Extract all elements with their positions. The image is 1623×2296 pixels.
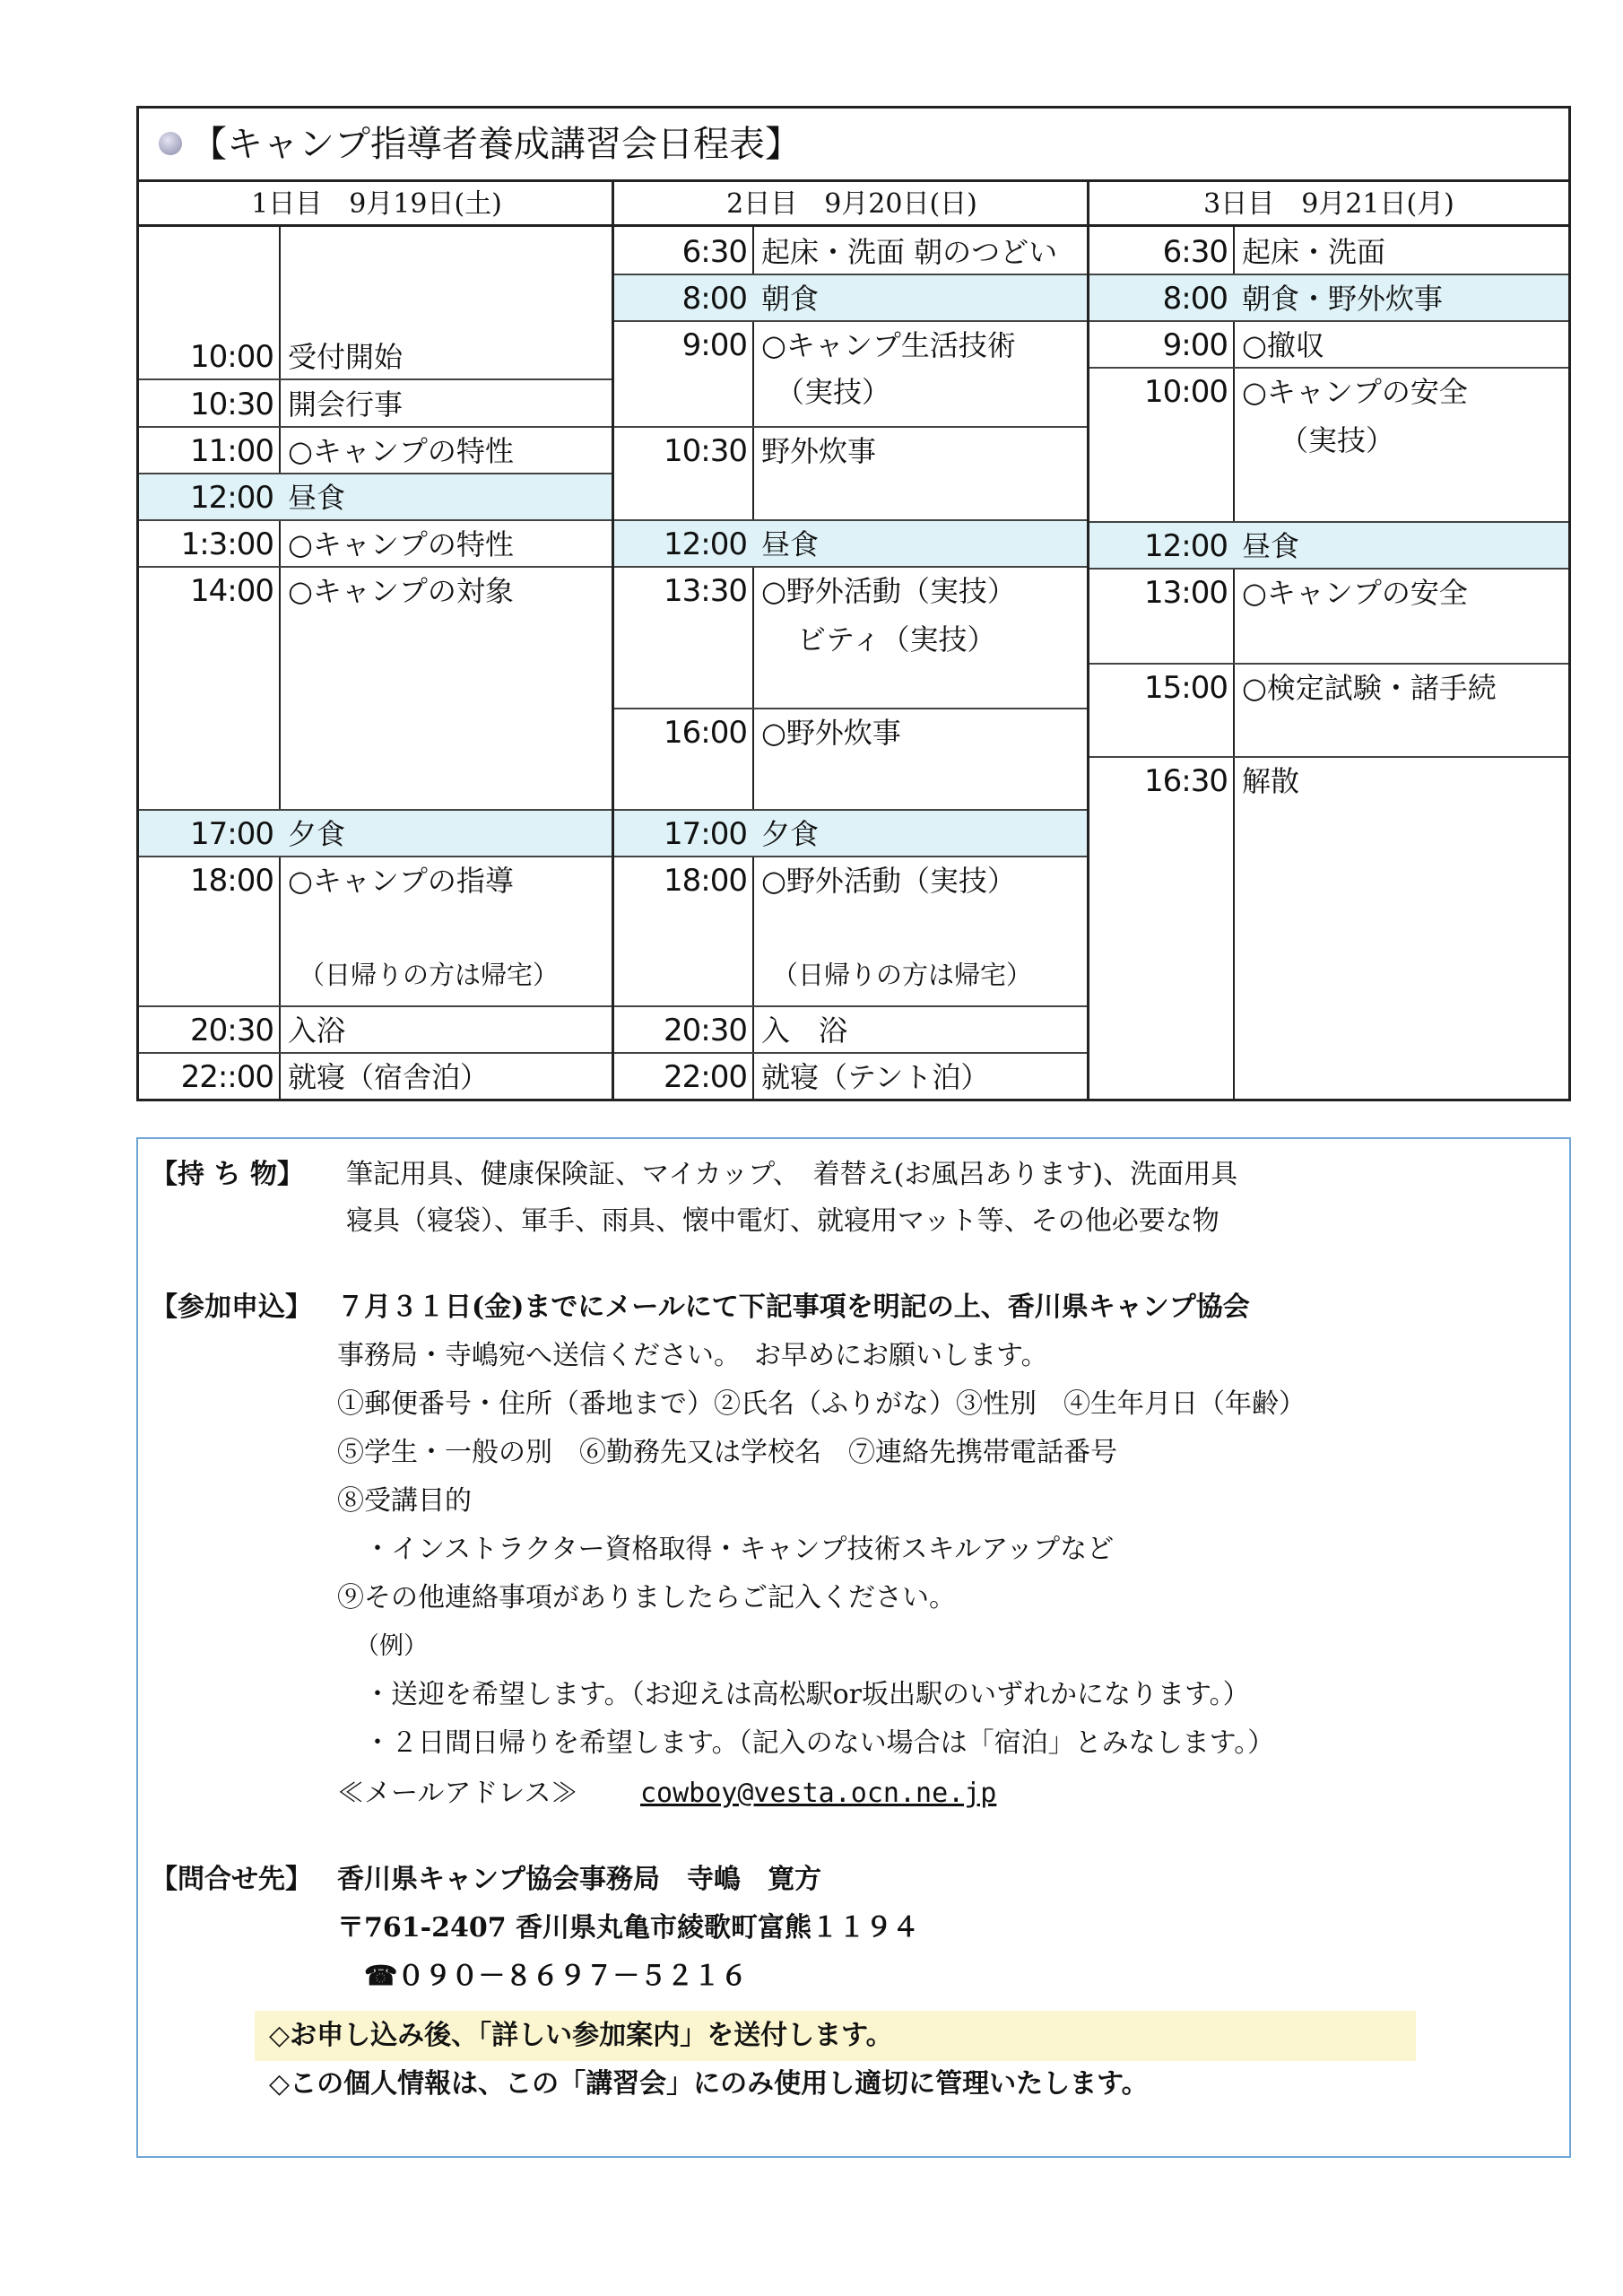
day1-time-1400: 14:00: [190, 573, 273, 609]
day2-time-0630: 6:30: [681, 234, 747, 270]
day2-time-1200: 12:00: [664, 526, 747, 562]
contact-label: 【問合せ先】: [151, 1864, 312, 1895]
day1-event-lunch: 昼食: [288, 481, 346, 515]
schedule-title-bar: [139, 109, 1568, 182]
day2-time-1600: 16:00: [664, 715, 747, 751]
apply-line-6: ・インストラクター資格取得・キャンプ技術スキルアップなど: [364, 1534, 1115, 1565]
day1-time-2030: 20:30: [190, 1013, 273, 1048]
day3-time-0800: 8:00: [1162, 281, 1228, 317]
day3-time-0900: 9:00: [1162, 327, 1228, 363]
day2-time-1700: 17:00: [664, 816, 747, 852]
day3-time-1500: 15:00: [1144, 670, 1228, 706]
day1-time-1000: 10:00: [190, 339, 273, 375]
apply-line-2: 事務局・寺嶋宛へ送信ください。 お早めにお願いします。: [337, 1340, 1048, 1371]
note-1: ◇お申し込み後、「詳しい参加案内」を送付します。: [269, 2020, 893, 2051]
day1-note-daytrip: （日帰りの方は帰宅）: [299, 960, 560, 990]
apply-line-9: ・送迎を希望します。（お迎えは高松駅or坂出駅のいずれかになります。）: [364, 1679, 1250, 1710]
day1-event-reception: 受付開始: [288, 340, 404, 374]
info-box: [136, 1137, 1571, 2158]
day2-event-wakeup: 起床・洗面 朝のつどい: [761, 235, 1058, 269]
day3-time-1630: 16:30: [1144, 763, 1228, 799]
contact-line-2: 〒761-2407 香川県丸亀市綾歌町富熊１１９４: [337, 1912, 920, 1944]
day2-event-dinner: 夕食: [761, 817, 820, 851]
day1-event-opening: 開会行事: [288, 387, 404, 422]
day2-event-outdoor-activity-2: ○野外活動（実技）: [761, 864, 1016, 898]
day1-event-sleep: 就寝（宿舎泊）: [288, 1060, 490, 1094]
day1-time-2200: 22::00: [180, 1059, 273, 1095]
day2-time-2200: 22:00: [664, 1059, 747, 1095]
day3-column: [1089, 182, 1568, 1099]
contact-line-1: 香川県キャンプ協会事務局 寺嶋 寛方: [337, 1864, 821, 1895]
apply-line-3: ①郵便番号・住所（番地まで）②氏名（ふりがな）③性別 ④生年月日（年齢）: [337, 1388, 1306, 1420]
apply-line-7: ⑨その他連絡事項がありましたらご記入ください。: [337, 1582, 956, 1613]
day2-time-1800: 18:00: [664, 863, 747, 899]
day3-time-1000: 10:00: [1144, 374, 1228, 410]
day1-time-1030: 10:30: [190, 387, 273, 422]
day2-column: [614, 182, 1089, 1099]
day1-time-1100: 11:00: [190, 433, 273, 469]
mail-link[interactable]: cowboy@vesta.ocn.ne.jp: [640, 1778, 997, 1809]
schedule-table: [136, 106, 1571, 1101]
day1-event-dinner: 夕食: [288, 817, 346, 851]
day2-event-practice: （実技）: [776, 375, 891, 409]
day2-event-outdoor-cooking: 野外炊事: [761, 434, 877, 468]
day2-time-0800: 8:00: [681, 281, 747, 317]
day2-event-lunch: 昼食: [761, 527, 820, 561]
day1-time-1200: 12:00: [190, 480, 273, 516]
day1-event-camp-instruction: ○キャンプの指導: [288, 864, 514, 898]
mail-label: ≪メールアドレス≫: [337, 1778, 578, 1809]
schedule-title: 【キャンプ指導者養成講習会日程表】: [191, 124, 801, 165]
day3-event-camp-safety: ○キャンプの安全: [1242, 375, 1468, 409]
day3-time-1300: 13:00: [1144, 575, 1228, 611]
day1-event-camp-features: ○キャンプの特性: [288, 434, 514, 468]
day1-time-1800: 18:00: [190, 863, 273, 899]
day2-event-camp-skills: ○キャンプ生活技術: [761, 328, 1016, 362]
day1-event-bath: 入浴: [288, 1013, 346, 1048]
day3-event-camp-safety-2: ○キャンプの安全: [1242, 576, 1468, 610]
day1-event-camp-features-2: ○キャンプの特性: [288, 527, 514, 561]
day2-time-1330: 13:30: [664, 573, 747, 609]
day3-event-lunch: 昼食: [1242, 529, 1300, 563]
day2-time-0900: 9:00: [681, 327, 747, 363]
day3-time-1200: 12:00: [1144, 528, 1228, 564]
note-2: ◇この個人情報は、この「講習会」にのみ使用し適切に管理いたします。: [269, 2068, 1149, 2100]
day3-event-breakfast: 朝食・野外炊事: [1242, 282, 1444, 316]
day2-event-activity-cont: ビティ（実技）: [797, 622, 996, 657]
day3-event-breakdown: ○撤収: [1242, 328, 1324, 362]
apply-line-5: ⑧受講目的: [337, 1485, 472, 1517]
day3-event-exam: ○検定試験・諸手続: [1242, 671, 1497, 705]
day2-time-1030: 10:30: [664, 433, 747, 469]
belongings-line-2: 寝具（寝袋）、軍手、雨具、懐中電灯、就寝用マット等、その他必要な物: [346, 1205, 1219, 1237]
bullet-icon: [159, 132, 182, 155]
day2-event-outdoor-cooking-2: ○野外炊事: [761, 716, 901, 750]
apply-line-8: （例）: [355, 1632, 428, 1660]
day3-event-wakeup: 起床・洗面: [1242, 235, 1386, 269]
contact-phone: ☎０９０－８６９７－５２１６: [364, 1961, 748, 1992]
day2-event-outdoor-activity: ○野外活動（実技）: [761, 574, 1016, 608]
day2-header: 2日目 9月20日(日): [614, 182, 1089, 227]
belongings-line-1: 筆記用具、健康保険証、マイカップ、 着替え(お風呂あります)、洗面用具: [346, 1159, 1238, 1190]
day1-header: 1日目 9月19日(土): [139, 182, 614, 227]
apply-line-1: ７月３１日(金)までにメールにて下記事項を明記の上、香川県キャンプ協会: [337, 1292, 1250, 1323]
day3-time-0630: 6:30: [1162, 234, 1228, 270]
apply-line-10: ・２日間日帰りを希望します。（記入のない場合は「宿泊」とみなします。）: [364, 1727, 1275, 1759]
day3-header: 3日目 9月21日(月): [1089, 182, 1568, 227]
day1-event-camp-target: ○キャンプの対象: [288, 574, 514, 608]
belongings-label: 【持 ち 物】: [151, 1159, 304, 1190]
day3-event-dismissal: 解散: [1242, 764, 1300, 798]
apply-label: 【参加申込】: [151, 1292, 312, 1323]
day3-event-practice: （実技）: [1280, 423, 1395, 457]
day2-note-daytrip: （日帰りの方は帰宅）: [772, 960, 1033, 990]
day1-time-1300: 1:3:00: [180, 526, 273, 562]
day2-time-2030: 20:30: [664, 1013, 747, 1048]
day1-time-1700: 17:00: [190, 816, 273, 852]
apply-line-4: ⑤学生・一般の別 ⑥勤務先又は学校名 ⑦連絡先携帯電話番号: [337, 1437, 1117, 1468]
day1-column: [139, 182, 614, 1099]
day2-event-breakfast: 朝食: [761, 282, 820, 316]
day2-event-bath: 入 浴: [761, 1013, 848, 1048]
day2-event-sleep: 就寝（テント泊）: [761, 1060, 990, 1094]
